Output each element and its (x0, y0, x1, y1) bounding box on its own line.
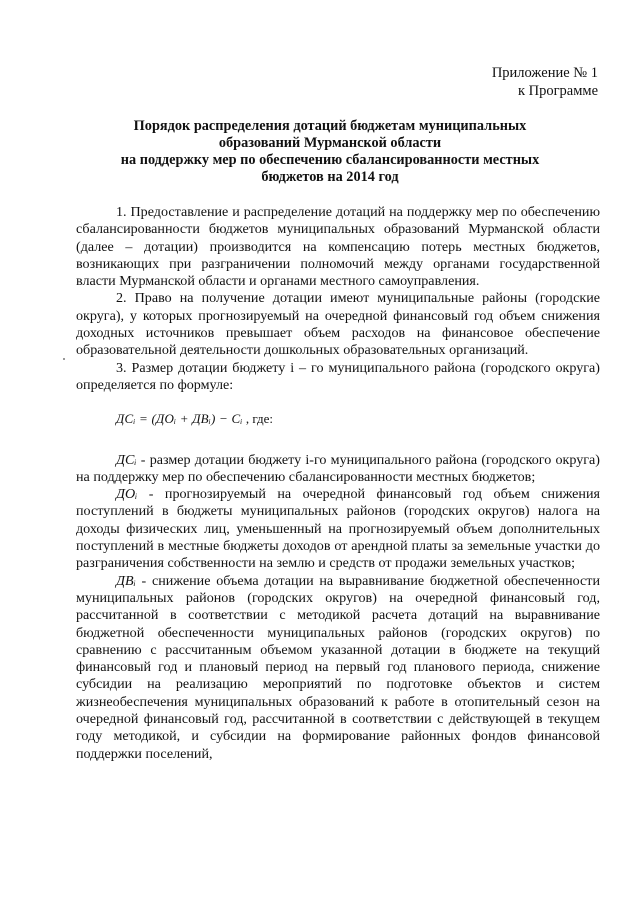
definition-ds-text: - размер дотации бюджету i-го муниципального района (городского округа) на поддержку мер по обеспечению сбалансированности местных бюджетов; (76, 451, 600, 485)
definition-dv-text: - снижение объема дотации на выравнивание бюджетной обеспеченности муниципальных районов (городских округов) на очередной финансовый год, рассчитанной в соответствии с методикой расчета дотаций на выравнивание бюджетной обеспеченности муниципальных районов (городских округов) по сравнению с рассчитанным объемом указанной дотации в бюджете на текущий финансовый год и плановый период на первый год планового периода, снижение субсидии на реализацию мероприятий по подготовке объектов и систем жизнеобеспечения муниципальных образований к работе в отопительный сезон на очередной финансовый год, рассчитанной в соответствии с действующей в текущем году методикой, и субсидии на формирование районных фондов финансовой поддержки поселений, (76, 572, 600, 762)
symbol-dv: ДВᵢ (116, 572, 136, 589)
document-body (76, 204, 600, 763)
formula (116, 410, 600, 427)
paragraph-3: 3. Размер дотации бюджету i – го муниципального района (городского округа) определяется по формуле: (76, 359, 600, 393)
title-line-1: Порядок распределения дотаций бюджетам муниципальных (133, 118, 527, 134)
appendix-reference: к Программе (517, 83, 598, 99)
symbol-do: ДОᵢ (116, 486, 138, 503)
definition-do-text: - прогнозируемый на очередной финансовый год объем снижения поступлений в бюджеты муниципальных районов (городских округов) налога на доходы физических лиц, уменьшенный на прогнозируемый объем дополнительных поступлений в местные бюджеты доходов от арендной платы за земельные участки до разграничения собственности на землю и средств от продажи земельных участков; (76, 486, 600, 572)
margin-mark (63, 358, 65, 360)
definition-dv (76, 573, 600, 763)
title-line-4: бюджетов на 2014 год (261, 169, 399, 185)
appendix-number: Приложение № 1 (491, 65, 598, 81)
document-title (80, 118, 580, 186)
appendix-header (492, 64, 598, 100)
title-line-3: на поддержку мер по обеспечению сбалансированности местных (120, 152, 540, 168)
definition-ds (76, 452, 600, 487)
paragraph-2: 2. Право на получение дотации имеют муниципальные районы (городские округа), у которых прогнозируемый на очередной финансовый год объем снижения доходных источников превышает объем расходов на финансовое обеспечение образовательной деятельности дошкольных образовательных организаций. (76, 290, 600, 359)
paragraph-1: 1. Предоставление и распределение дотаций на поддержку мер по обеспечению сбалансированности бюджетов муниципальных образований Мурманской области (далее – дотации) производится на компенсацию потерь местных бюджетов, возникающих при разграничении полномочий между органами государственной власти Мурманской области и органами местного самоуправления. (76, 204, 600, 290)
symbol-ds: ДСᵢ (116, 451, 137, 468)
definition-do (76, 486, 600, 572)
formula-suffix: , где: (242, 411, 274, 427)
title-line-2: образований Мурманской области (218, 135, 442, 151)
formula-expression: ДСᵢ = (ДОᵢ + ДВᵢ) − Cᵢ (116, 411, 243, 427)
